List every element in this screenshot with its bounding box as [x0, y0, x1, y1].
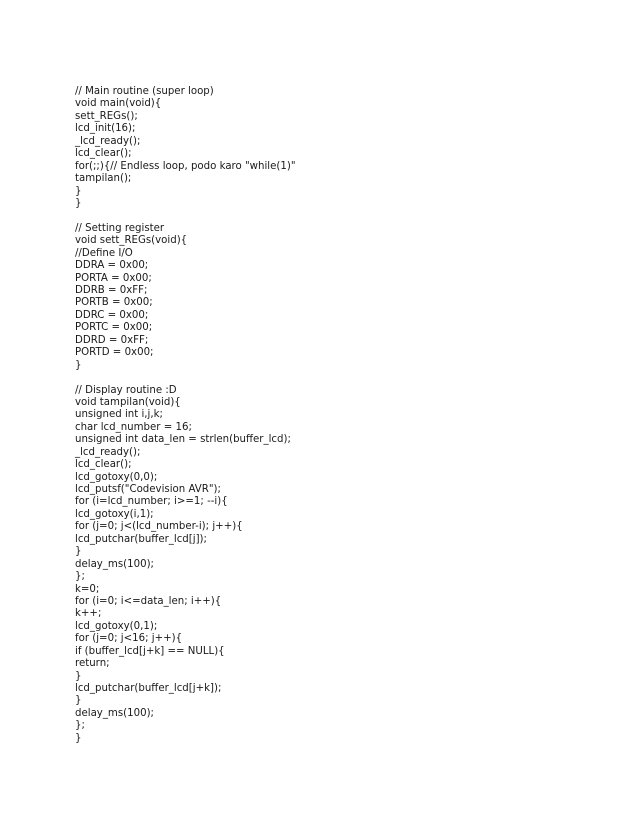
code-line: lcd_init(16); [75, 123, 136, 135]
code-line: if (buffer_lcd[j+k] == NULL){ [75, 645, 225, 657]
code-line: } [75, 732, 82, 744]
code-line: } [75, 695, 82, 707]
code-line: unsigned int data_len = strlen(buffer_lcd); [75, 434, 291, 446]
code-line: // Display routine :D [75, 384, 177, 396]
code-line: DDRC = 0x00; [75, 309, 149, 321]
code-line: return; [75, 658, 110, 670]
code-line: k++; [75, 608, 102, 620]
code-line: for (i=lcd_number; i>=1; --i){ [75, 496, 228, 508]
code-line: PORTD = 0x00; [75, 347, 154, 359]
code-line [75, 372, 595, 384]
code-line [75, 210, 595, 222]
code-line: }; [75, 720, 85, 732]
code-line: lcd_clear(); [75, 459, 132, 471]
code-line: lcd_gotoxy(0,1); [75, 620, 158, 632]
code-line: sett_REGs(); [75, 110, 138, 122]
code-line: lcd_putsf("Codevision AVR"); [75, 484, 221, 495]
code-line: PORTA = 0x00; [75, 272, 152, 284]
code-line: } [75, 197, 82, 209]
code-line: DDRD = 0xFF; [75, 334, 149, 346]
code-line: DDRA = 0x00; [75, 260, 149, 272]
code-line: } [75, 185, 82, 197]
code-line: PORTB = 0x00; [75, 297, 153, 309]
code-line: void tampilan(void){ [75, 396, 181, 408]
code-line: } [75, 670, 82, 682]
code-line: delay_ms(100); [75, 707, 154, 719]
code-line: void sett_REGs(void){ [75, 235, 188, 247]
code-line: char lcd_number = 16; [75, 421, 192, 433]
code-line: lcd_gotoxy(i,1); [75, 508, 154, 520]
code-line: _lcd_ready(); [75, 446, 141, 458]
code-line: k=0; [75, 583, 100, 595]
code-listing [75, 86, 595, 745]
code-line: for(;;){// Endless loop, podo karo "while(1)" [75, 160, 296, 172]
code-line: DDRB = 0xFF; [75, 285, 148, 296]
code-line: // Setting register [75, 222, 165, 234]
code-line: lcd_putchar(buffer_lcd[j]); [75, 533, 207, 545]
code-line: // Main routine (super loop) [75, 86, 214, 97]
code-line: tampilan(); [75, 173, 132, 185]
code-line: delay_ms(100); [75, 558, 154, 570]
code-line: } [75, 546, 82, 558]
code-line: }; [75, 571, 85, 583]
code-line: lcd_clear(); [75, 148, 132, 160]
code-line: _lcd_ready(); [75, 135, 141, 147]
code-line: lcd_putchar(buffer_lcd[j+k]); [75, 683, 222, 694]
code-line: } [75, 359, 82, 371]
code-line: lcd_gotoxy(0,0); [75, 471, 158, 483]
code-line: void main(void){ [75, 98, 162, 110]
code-line: for (j=0; j<16; j++){ [75, 633, 183, 645]
code-line: PORTC = 0x00; [75, 322, 153, 334]
code-line: for (i=0; i<=data_len; i++){ [75, 595, 222, 607]
code-line: unsigned int i,j,k; [75, 409, 163, 421]
code-line: //Define I/O [75, 247, 133, 259]
code-line: for (j=0; j<(lcd_number-i); j++){ [75, 521, 243, 533]
